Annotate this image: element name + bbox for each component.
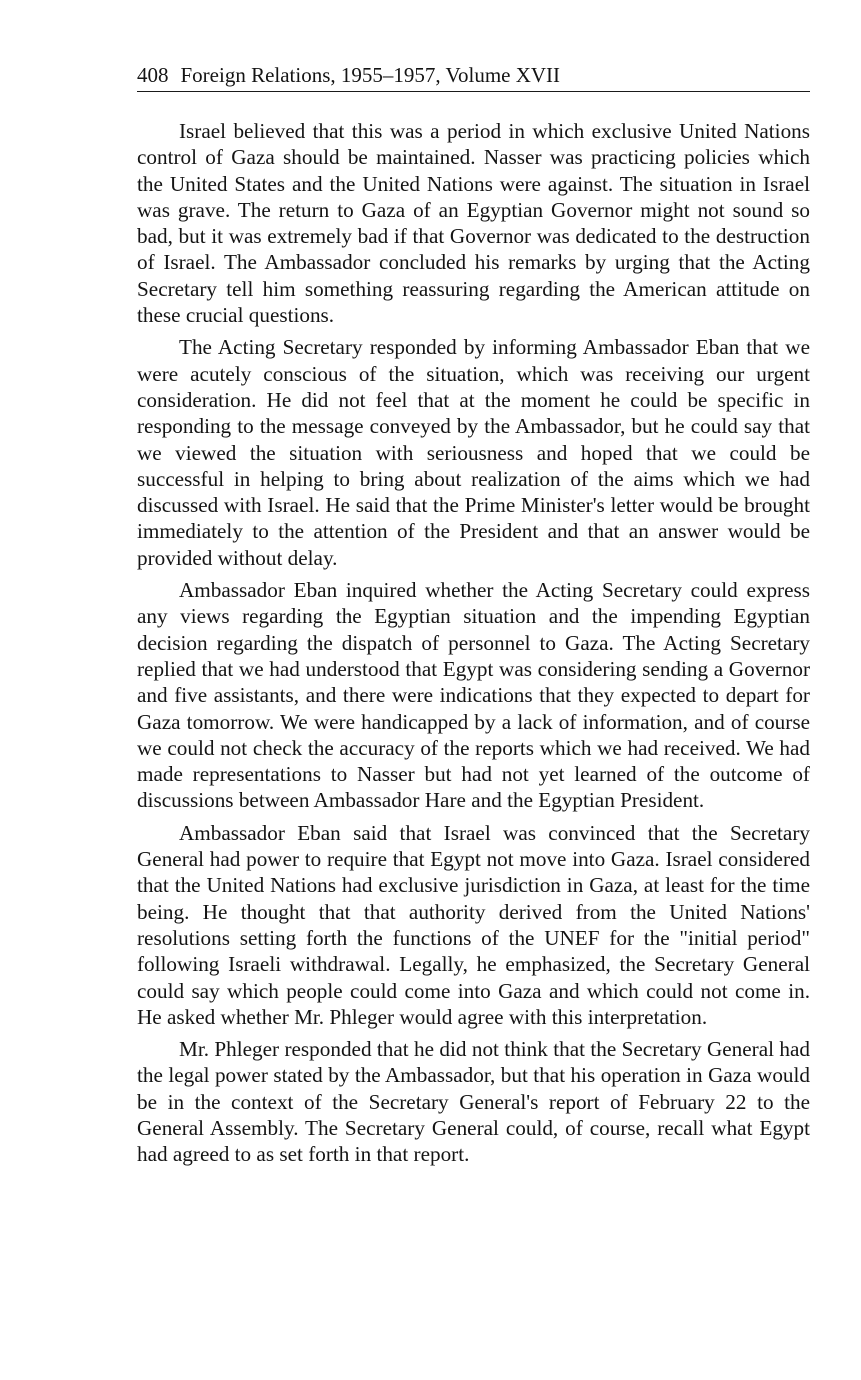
document-page: [137, 62, 810, 1174]
paragraph-israel-gaza-control: Israel believed that this was a period in which exclusive United Nations control of Gaza should be maintained. Nasser was practicing policies which the United States and the United Nations were against. The situation in Israel was grave. The return to Gaza of an Egyptian Governor might not sound so bad, but it was extremely bad if that Governor was dedicated to the destruction of Israel. The Ambassador concluded his remarks by urging that the Acting Secretary tell him something reassuring regarding the American attitude on these crucial questions.: [137, 119, 810, 328]
paragraph-secretary-general-power: Ambassador Eban said that Israel was convinced that the Secretary General had power to require that Egypt not move into Gaza. Israel considered that the United Nations had exclusive jurisdiction in Gaza, at least for the time being. He thought that that authority derived from the United Nations' resolutions setting forth the functions of the UNEF for the "initial period" following Israeli withdrawal. Legally, he emphasized, the Secretary General could say which people could come into Gaza and which could not come in. He asked whether Mr. Phleger would agree with this interpretation.: [137, 820, 810, 1029]
body-text: [137, 118, 810, 1168]
volume-title: Foreign Relations, 1955–1957, Volume XVII: [180, 63, 561, 87]
running-header: [137, 62, 810, 92]
paragraph-phleger-response: Mr. Phleger responded that he did not think that the Secretary General had the legal power stated by the Ambassador, but that his operation in Gaza would be in the context of the Secretary General's report of February 22 to the General Assembly. The Secretary General could, of course, recall what Egypt had agreed to as set forth in that report.: [137, 1037, 810, 1167]
paragraph-egyptian-situation: Ambassador Eban inquired whether the Acting Secretary could express any views regarding the Egyptian situation and the impending Egyptian decision regarding the dispatch of personnel to Gaza. The Acting Secretary replied that we had understood that Egypt was considering sending a Governor and five assistants, and there were indications that they expected to depart for Gaza tomorrow. We were handicapped by a lack of information, and of course we could not check the accuracy of the reports which we had received. We had made representations to Nasser but had not yet learned of the outcome of discussions between Ambassador Hare and the Egyptian President.: [137, 578, 810, 813]
paragraph-acting-secretary-response: The Acting Secretary responded by informing Ambassador Eban that we were acutely conscious of the situation, which was receiving our urgent consideration. He did not feel that at the moment he could be specific in responding to the message conveyed by the Ambassador, but he could say that we viewed the situation with seriousness and hoped that we could be successful in helping to bring about realization of the aims which we had discussed with Israel. He said that the Prime Minister's letter would be brought immediately to the attention of the President and that an answer would be provided without delay.: [137, 335, 810, 570]
page-number: 408: [137, 63, 169, 87]
